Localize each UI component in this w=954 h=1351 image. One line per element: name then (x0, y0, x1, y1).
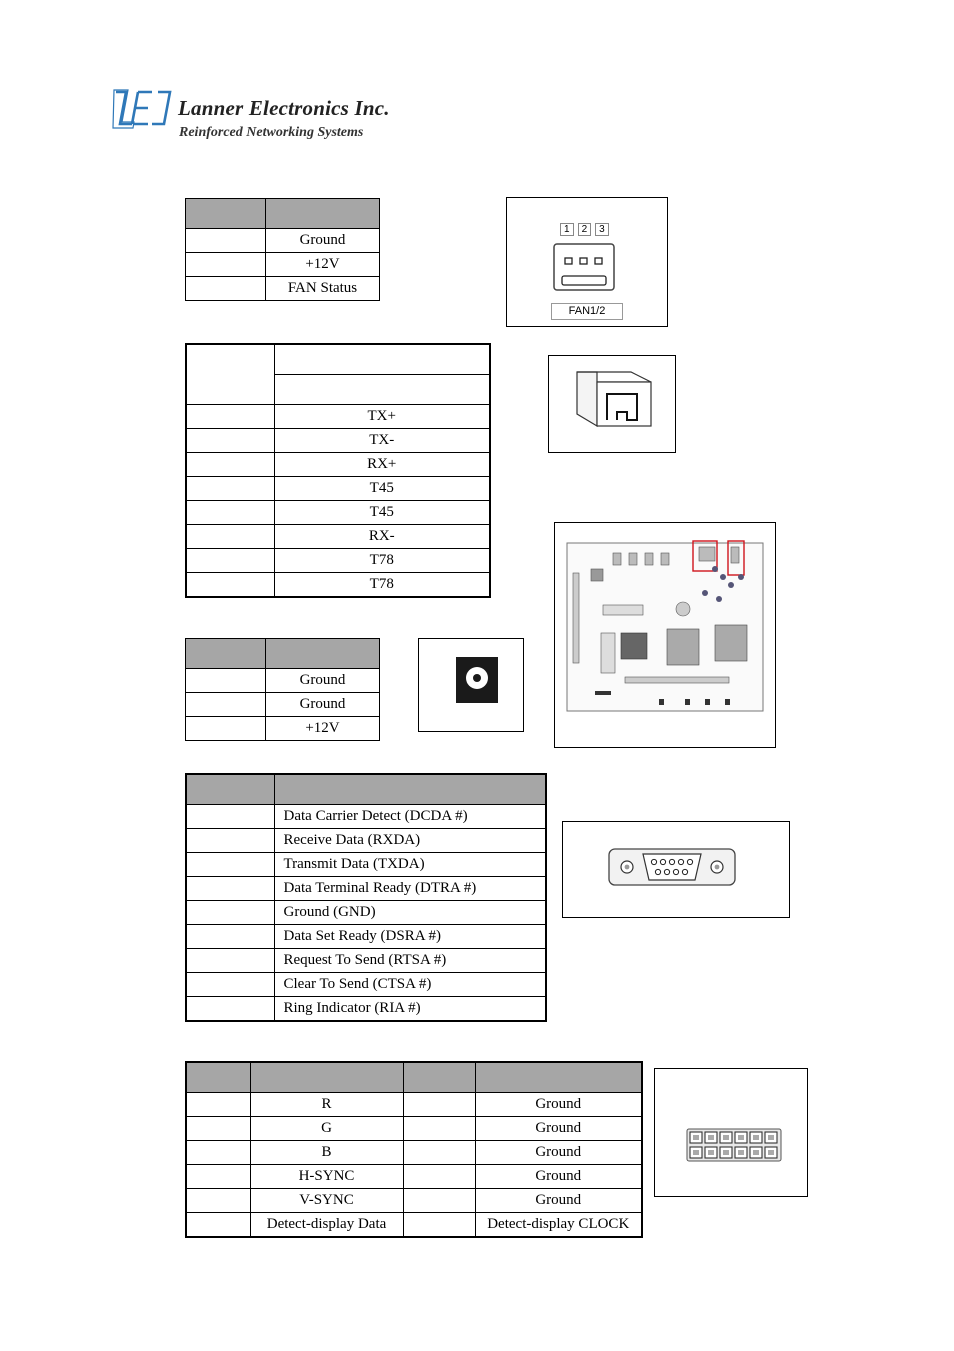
table-cell: Ground (475, 1141, 642, 1165)
vga-pin-header-icon (686, 1128, 782, 1162)
table-cell: TX+ (274, 405, 490, 429)
serial-pin-table (185, 773, 547, 1022)
table-row (186, 901, 546, 925)
table-cell (186, 429, 274, 453)
table-cell (186, 669, 266, 693)
table-cell: T78 (274, 573, 490, 598)
table-row (186, 277, 380, 301)
table-cell (403, 1213, 475, 1238)
table-cell (403, 1189, 475, 1213)
table-cell: Ground (266, 669, 380, 693)
table-cell (186, 901, 274, 925)
table-cell (403, 1165, 475, 1189)
table-row (186, 949, 546, 973)
table-cell (186, 717, 266, 741)
fan-header-pin (186, 199, 266, 229)
table-cell (186, 573, 274, 598)
table-row (186, 229, 380, 253)
table-row (186, 1213, 642, 1238)
table-cell (186, 1141, 250, 1165)
table-row (186, 925, 546, 949)
table-row (186, 997, 546, 1022)
lan-pin-table (185, 343, 491, 598)
motherboard-layout-figure (554, 522, 776, 748)
table-row (186, 1093, 642, 1117)
lan-header-pin (186, 344, 274, 405)
table-cell: G (250, 1117, 403, 1141)
table-row (186, 453, 490, 477)
table-row (186, 1141, 642, 1165)
table-cell (186, 1189, 250, 1213)
table-row (186, 829, 546, 853)
table-row (186, 525, 490, 549)
table-row (186, 1117, 642, 1141)
table-cell: +12V (266, 717, 380, 741)
table-row (186, 573, 490, 598)
table-cell (186, 829, 274, 853)
power-header-pin (186, 639, 266, 669)
table-cell: RX+ (274, 453, 490, 477)
fan-connector-figure (506, 197, 668, 327)
vga-header-figure (654, 1068, 808, 1197)
table-cell (403, 1117, 475, 1141)
table-cell (186, 453, 274, 477)
table-cell: Data Carrier Detect (DCDA #) (274, 805, 546, 829)
table-cell (403, 1093, 475, 1117)
table-row (186, 405, 490, 429)
table-row (186, 1189, 642, 1213)
table-cell (186, 805, 274, 829)
power-header-signal (266, 639, 380, 669)
fan-pin-label: 3 (595, 223, 609, 236)
table-cell: H-SYNC (250, 1165, 403, 1189)
fan-header-icon (552, 242, 616, 294)
table-cell (186, 997, 274, 1022)
table-cell: R (250, 1093, 403, 1117)
dc-power-jack-icon (456, 657, 498, 703)
table-row (186, 477, 490, 501)
table-row (186, 669, 380, 693)
table-cell (186, 277, 266, 301)
table-cell (186, 949, 274, 973)
table-row (186, 429, 490, 453)
table-cell (186, 693, 266, 717)
table-cell (186, 1213, 250, 1238)
vga-header-pin-b (403, 1062, 475, 1093)
table-cell (186, 253, 266, 277)
table-cell: Ground (475, 1117, 642, 1141)
fan-pin-table (185, 198, 380, 301)
motherboard-diagram-icon (565, 537, 767, 717)
table-cell: T45 (274, 477, 490, 501)
table-cell (403, 1141, 475, 1165)
dc-jack-figure (418, 638, 524, 732)
table-row (186, 1165, 642, 1189)
table-cell: Ground (GND) (274, 901, 546, 925)
table-cell (186, 925, 274, 949)
table-row (186, 973, 546, 997)
table-cell (186, 229, 266, 253)
serial-header-signal (274, 774, 546, 805)
table-cell (186, 525, 274, 549)
table-row (186, 549, 490, 573)
table-cell (186, 549, 274, 573)
fan-pin-label: 2 (578, 223, 592, 236)
fan-pin-label: 1 (560, 223, 574, 236)
table-cell: B (250, 1141, 403, 1165)
table-cell: Receive Data (RXDA) (274, 829, 546, 853)
vga-header-pin-a (186, 1062, 250, 1093)
table-cell: T45 (274, 501, 490, 525)
company-logo-icon (112, 88, 174, 130)
table-cell (186, 501, 274, 525)
table-cell: Data Terminal Ready (DTRA #) (274, 877, 546, 901)
table-row (186, 805, 546, 829)
table-row (186, 877, 546, 901)
table-cell: Transmit Data (TXDA) (274, 853, 546, 877)
table-cell: Clear To Send (CTSA #) (274, 973, 546, 997)
company-tagline: Reinforced Networking Systems (179, 125, 364, 140)
table-cell: Ground (475, 1165, 642, 1189)
serial-header-pin (186, 774, 274, 805)
table-row (186, 253, 380, 277)
table-cell: Data Set Ready (DSRA #) (274, 925, 546, 949)
fan-caption: FAN1/2 (551, 303, 623, 320)
table-cell (186, 1117, 250, 1141)
table-cell (186, 405, 274, 429)
table-cell: RX- (274, 525, 490, 549)
company-name: Lanner Electronics Inc. (178, 96, 390, 120)
lan-header-signal (274, 344, 490, 375)
db9-connector-figure (562, 821, 790, 918)
table-cell: TX- (274, 429, 490, 453)
table-cell: T78 (274, 549, 490, 573)
table-cell: Detect-display Data (250, 1213, 403, 1238)
table-cell (186, 853, 274, 877)
table-row (186, 693, 380, 717)
table-row (186, 853, 546, 877)
table-cell (186, 877, 274, 901)
rj45-connector-figure (548, 355, 676, 453)
table-row (186, 717, 380, 741)
table-cell: Ground (266, 229, 380, 253)
fan-header-signal (266, 199, 380, 229)
table-cell (186, 477, 274, 501)
table-cell: Ring Indicator (RIA #) (274, 997, 546, 1022)
table-cell: FAN Status (266, 277, 380, 301)
table-cell: Ground (266, 693, 380, 717)
vga-header-signal-a (250, 1062, 403, 1093)
table-cell: V-SYNC (250, 1189, 403, 1213)
table-cell (186, 1165, 250, 1189)
power-pin-table (185, 638, 380, 741)
table-row (186, 501, 490, 525)
table-cell: Request To Send (RTSA #) (274, 949, 546, 973)
table-cell: Ground (475, 1189, 642, 1213)
table-cell (186, 973, 274, 997)
vga-header-signal-b (475, 1062, 642, 1093)
db9-serial-port-icon (607, 846, 737, 888)
table-cell: Detect-display CLOCK (475, 1213, 642, 1238)
table-cell (186, 1093, 250, 1117)
vga-pin-table (185, 1061, 643, 1238)
table-cell: Ground (475, 1093, 642, 1117)
rj45-jack-icon (571, 368, 655, 438)
lan-header-subtitle (274, 375, 490, 405)
table-cell: +12V (266, 253, 380, 277)
